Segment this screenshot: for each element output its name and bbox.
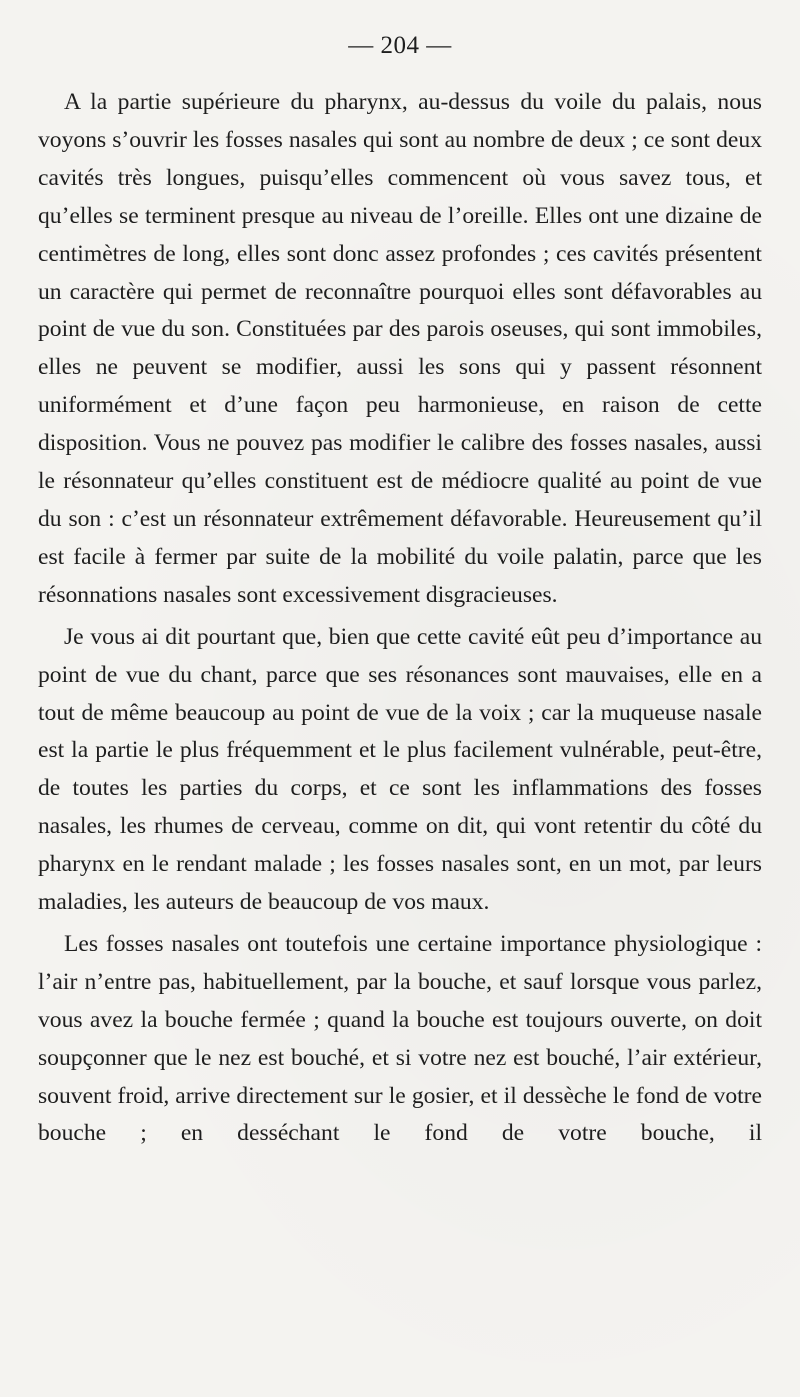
paragraph-1: A la partie supérieure du pharynx, au-dessus du voile du palais, nous voyons s’ouvrir les fosses nasales qui sont au nombre de deux ; ce sont deux cavités très longues, puisqu’elles commencent où vous savez tous, et qu’elles se terminent presque au niveau de l’oreille. Elles ont une dizaine de centimètres de long, elles sont donc assez profondes ; ces cavités présentent un caractère qui permet de reconnaître pourquoi elles sont défavorables au point de vue du son. Constituées par des parois oseuses, qui sont immobiles, elles ne peuvent se modifier, aussi les sons qui y passent résonnent uniformément et d’une façon peu harmonieuse, en raison de cette disposition. Vous ne pouvez pas modifier le calibre des fosses nasales, aussi le résonnateur qu’elles constituent est de médiocre qualité au point de vue du son : c’est un résonnateur extrêmement défavorable. Heureusement qu’il est facile à fermer par suite de la mobilité du voile palatin, parce que les résonnations nasales sont excessivement disgracieuses. xyxy=(38,89,762,608)
body-text xyxy=(38,84,762,1153)
page-number: — 204 — xyxy=(348,32,452,59)
paragraph-2: Je vous ai dit pourtant que, bien que cette cavité eût peu d’importance au point de vue du chant, parce que ses résonances sont mauvaises, elle en a tout de même beaucoup au point de vue de la voix ; car la muqueuse nasale est la partie le plus fréquemment et le plus facilement vulnérable, peut-être, de toutes les parties du corps, et ce sont les inflammations des fosses nasales, les rhumes de cerveau, comme on dit, qui vont retentir du côté du pharynx en le rendant malade ; les fosses nasales sont, en un mot, par leurs maladies, les auteurs de beaucoup de vos maux. xyxy=(38,623,762,916)
paragraph-3: Les fosses nasales ont toutefois une certaine importance physiologique : l’air n’entre pas, habituellement, par la bouche, et sauf lorsque vous parlez, vous avez la bouche fermée ; quand la bouche est toujours ouverte, on doit soupçonner que le nez est bouché, et si votre nez est bouché, l’air extérieur, souvent froid, arrive directement sur le gosier, et il dessèche le fond de votre bouche ; en desséchant le fond de votre bouche, il xyxy=(38,930,762,1147)
